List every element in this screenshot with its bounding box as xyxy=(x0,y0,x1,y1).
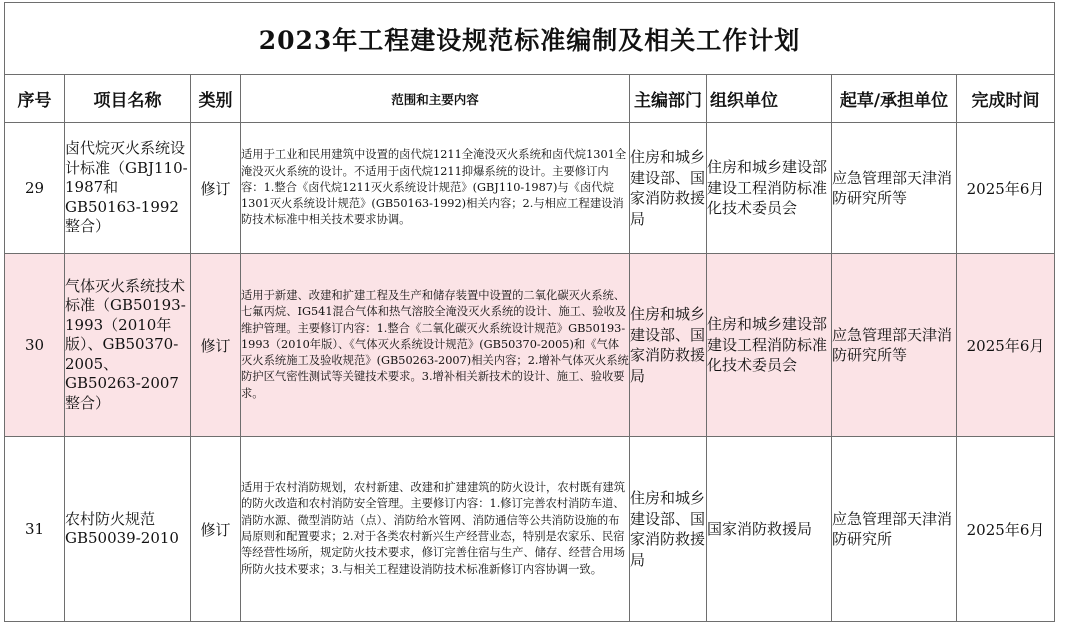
column-header-org: 组织单位 xyxy=(707,75,832,123)
table-row-highlighted xyxy=(5,254,1055,437)
cell-drafter: 应急管理部天津消防研究所 xyxy=(832,437,957,622)
cell-org: 国家消防救援局 xyxy=(707,437,832,622)
cell-scope: 适用于农村消防规划，农村新建、改建和扩建建筑的防火设计，农村既有建筑的防火改造和农村消防安全管理。主要修订内容：1.修订完善农村消防车道、消防水源、微型消防站（点）、消防给水管网、消防通信等公共消防设施的布局原则和配置要求；2.对于各类农村新兴生产经营业态，特别是农家乐、民宿等经营性场所，规定防火技术要求，修订完善住宿与生产、储存、经营合用场所防火技术要求；3.与相关工程建设消防技术标准新修订内容协调一致。 xyxy=(241,437,630,622)
cell-drafter: 应急管理部天津消防研究所等 xyxy=(832,123,957,254)
column-header-name: 项目名称 xyxy=(65,75,191,123)
cell-scope: 适用于新建、改建和扩建工程及生产和储存装置中设置的二氧化碳灭火系统、七氟丙烷、IG541混合气体和热气溶胶全淹没灭火系统的设计、施工、验收及维护管理。主要修订内容：1.整合《二氧化碳灭火系统设计规范》GB50193-1993（2010年版）、《气体灭火系统设计规范》(GB50370-2005)和《气体灭火系统施工及验收规范》(GB50263-2007)相关内容；2.增补气体灭火系统防护区气密性测试等关键技术要求。3.增补相关新技术的设计、施工、验收要求。 xyxy=(241,254,630,437)
cell-seq: 29 xyxy=(5,123,65,254)
cell-dept: 住房和城乡建设部、国家消防救援局 xyxy=(630,123,707,254)
cell-done: 2025年6月 xyxy=(957,123,1055,254)
table-row xyxy=(5,437,1055,622)
cell-drafter: 应急管理部天津消防研究所等 xyxy=(832,254,957,437)
cell-dept: 住房和城乡建设部、国家消防救援局 xyxy=(630,437,707,622)
work-plan-table xyxy=(4,2,1055,622)
column-header-done: 完成时间 xyxy=(957,75,1055,123)
cell-org: 住房和城乡建设部建设工程消防标准化技术委员会 xyxy=(707,123,832,254)
cell-kind: 修订 xyxy=(191,123,241,254)
cell-seq: 31 xyxy=(5,437,65,622)
cell-kind: 修订 xyxy=(191,254,241,437)
table-header-row xyxy=(5,75,1055,123)
cell-project-name: 卤代烷灭火系统设计标准（GBJ110-1987和GB50163-1992整合） xyxy=(65,123,191,254)
column-header-scope: 范围和主要内容 xyxy=(241,75,630,123)
column-header-seq: 序号 xyxy=(5,75,65,123)
cell-project-name: 气体灭火系统技术标准（GB50193-1993（2010年版）、GB50370-2005、GB50263-2007整合） xyxy=(65,254,191,437)
column-header-drafter: 起草/承担单位 xyxy=(832,75,957,123)
cell-done: 2025年6月 xyxy=(957,254,1055,437)
table-row xyxy=(5,123,1055,254)
cell-scope: 适用于工业和民用建筑中设置的卤代烷1211全淹没灭火系统和卤代烷1301全淹没灭火系统的设计。不适用于卤代烷1211抑爆系统的设计。主要修订内容：1.整合《卤代烷1211灭火系统设计规范》(GBJ110-1987)与《卤代烷1301灭火系统设计规范》(GB50163-1992)相关内容；2.与相应工程建设消防技术标准中相关技术要求协调。 xyxy=(241,123,630,254)
column-header-kind: 类别 xyxy=(191,75,241,123)
column-header-dept: 主编部门 xyxy=(630,75,707,123)
cell-org: 住房和城乡建设部建设工程消防标准化技术委员会 xyxy=(707,254,832,437)
document-title: 2023年工程建设规范标准编制及相关工作计划 xyxy=(5,3,1055,75)
cell-project-name: 农村防火规范GB50039-2010 xyxy=(65,437,191,622)
cell-seq: 30 xyxy=(5,254,65,437)
cell-done: 2025年6月 xyxy=(957,437,1055,622)
cell-dept: 住房和城乡建设部、国家消防救援局 xyxy=(630,254,707,437)
cell-kind: 修订 xyxy=(191,437,241,622)
